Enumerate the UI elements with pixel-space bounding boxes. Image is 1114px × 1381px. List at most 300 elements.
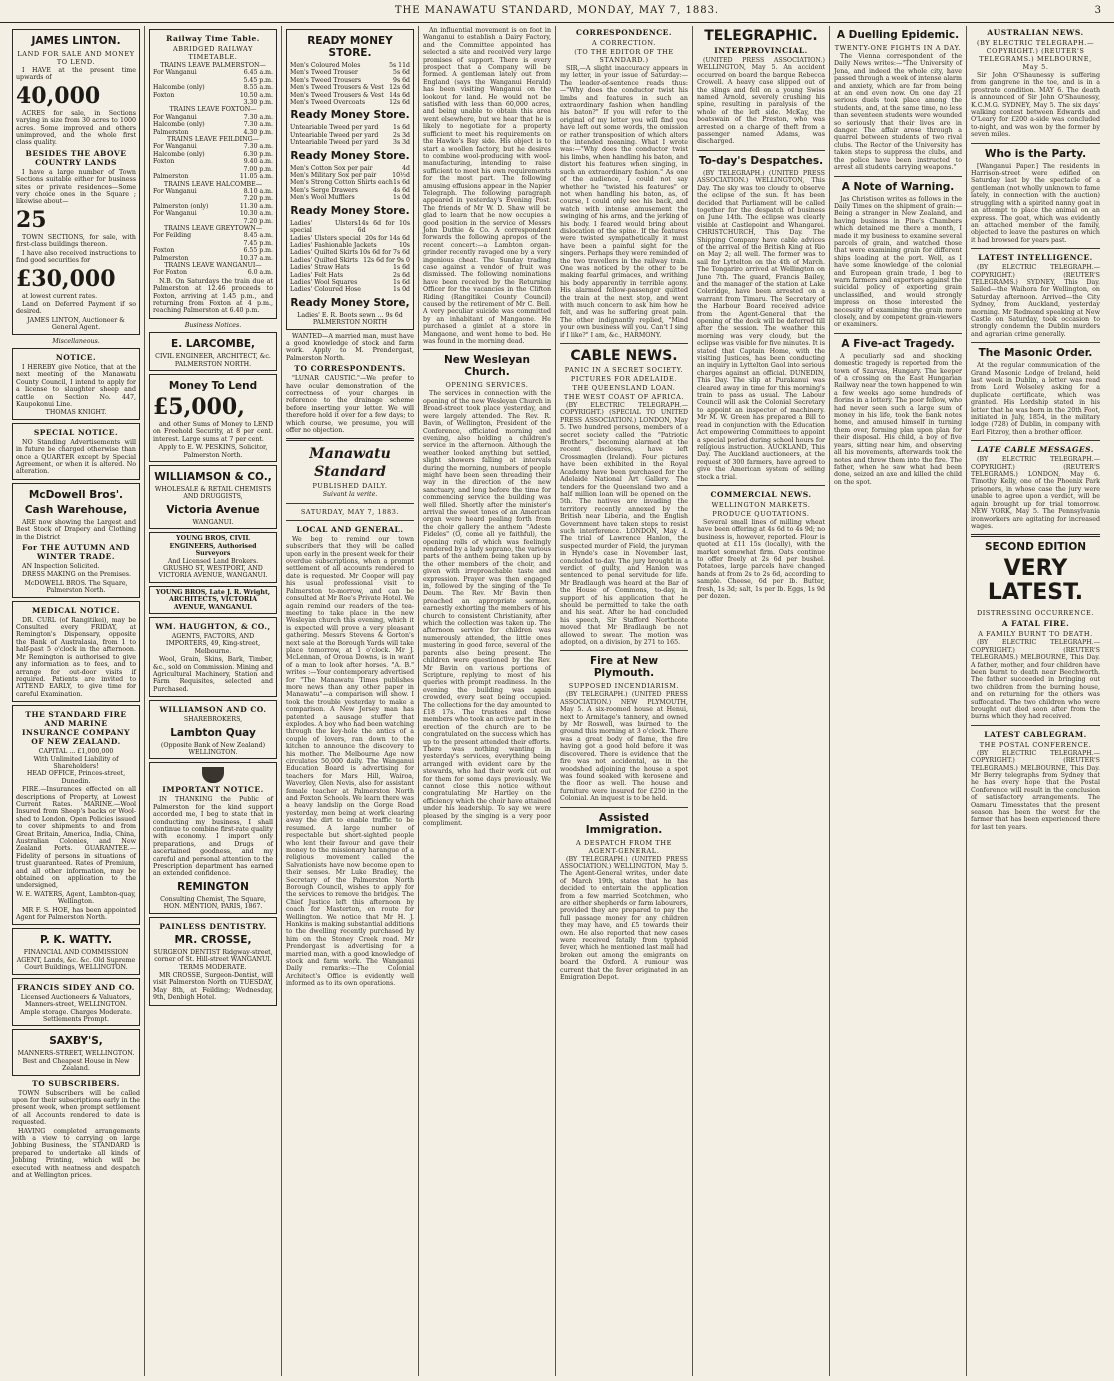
cable-sub-2: PICTURES FOR ADELAIDE. (570, 375, 678, 384)
row-value: 7.20 p.m. (243, 217, 273, 225)
ready4-prices (290, 220, 410, 294)
interprovincial-heading: INTERPROVINCIAL. (714, 46, 808, 55)
row-label: Men's Tweed Overcoats (290, 99, 366, 107)
row-value: 4.30 p.m. (243, 128, 273, 136)
rail4-heading: TRAINS LEAVE HALCOMBE— (163, 180, 263, 188)
correspondence-text: SIR,—A slight inaccuracy appears in my letter, in your issue of Saturday:—The leader-of-sentence reads thus:—"Why does the conductor twist his limbs and features in such an extraordinary fashion when handling his baton?" If you will refer to the original of my letter you will find you have left out some words, the omission or rather transposition of which alters the intended meaning. What I wrote was:—"Why does the conductor twist his limbs, when handling his baton, and distort his features when singing, in such an extraordinary fashion." As one of the audience, I could not say whether he "twisted his features" or not when handling his baton, as, of course, I could only see his back, and watch with intense amusement the swinging of his arms, and the jerking of his body. I feared would bring about dislocation of the spine. If the features were twisted sympathetically it must have been a painful sight for the singers. Perhaps they were reminded of the two travellers in the railway train. One was noticed by the other to be making fearful grimaces, and writhing his body apparently in terrible agony. His alarmed fellow-passenger quitted the train at the next stop, and went with much concern to ask him how he felt, and was he suffering great pain. The other indignantly replied, "Mind your own business will you. Can't I sing if I like?" I am, &c., HARMONY. (560, 65, 688, 339)
insurance-advert (12, 705, 140, 925)
remington-heading: REMINGTON (177, 880, 249, 893)
jobbing-text: HAVING completed arrangements with a view to carrying on large Jobbing Business, the STANDARD is prepared to undertake all kinds of Jobbing Printing, which will be executed with neatness and despatch and at Wellington prices. (12, 1127, 140, 1179)
williamson-sharebrokers (149, 700, 277, 759)
row-label: For Wanganui (153, 210, 197, 218)
linton-advert (12, 29, 140, 335)
row-value: 7.30 a.m. (243, 121, 273, 129)
insurance-heading: THE STANDARD FIRE AND MARINE INSURANCE COMPANY OF NEW ZEALAND. (22, 710, 130, 747)
notice-advert (12, 348, 140, 420)
crosse-terms: TERMS MODERATE. (179, 963, 247, 971)
williamson-heading: WILLIAMSON & CO., (154, 471, 272, 484)
table-row (290, 124, 410, 131)
town-number: 25 (16, 206, 47, 233)
ready3-heading: Ready Money Store. (290, 149, 410, 162)
fire-heading: Fire at New Plymouth. (589, 655, 659, 680)
row-value: 12s 6d (389, 84, 410, 92)
australian-sub: (BY ELECTRIC TELEGRAPH.—COPYRIGHT.) (REUTER'S TELEGRAMS.) MELBOURNE, May 5. (976, 39, 1095, 71)
column-6 (693, 26, 830, 1376)
cable-sub-3: THE QUEENSLAND LOAN. (572, 384, 676, 393)
watty-heading: P. K. WATTY. (39, 934, 113, 947)
row-value: 6.0 a.m. (247, 269, 273, 277)
issue-date: SATURDAY, MAY 7, 1883. (300, 507, 400, 516)
postal-heading: THE POSTAL CONFERENCE. (979, 740, 1092, 749)
column-7 (830, 26, 967, 1376)
australian-text: Sir John O'Shaunessy is suffering from gangrene in the toe, and is in a prostrate condition. MAY 6. The death is announced of Sir John O'Shaunessy, K.C.M.G. SYDNEY, May 5. The six days' walking contest between Edwards and O'Leary for £200 a-side was concluded to-night, and was won by the former by seven miles. (971, 72, 1100, 139)
hoe-text: MR F. S. HOE, has been appointed Agent for Palmerston North. (16, 906, 136, 922)
linton-sign: JAMES LINTON, Auctioneer & General Agent. (27, 316, 125, 332)
table-row (290, 132, 410, 139)
table-row (153, 166, 273, 173)
wanganui-line: WANGANUI. (192, 518, 234, 526)
ready2-heading: Ready Money Store. (290, 109, 410, 122)
important-text: IN THANKING the Public of Palmerston for the kind support accorded me, I beg to state that in conducting my business, I shall continue to combine first-rate quality with economy. I import only preparations, and Drugs of ascertained goodness, and my careful and personal attention to the Prescription department has earned an extended confidence. (153, 796, 273, 878)
table-row (290, 220, 410, 235)
assisted-text: (BY TELEGRAPH.) (UNITED PRESS ASSOCIATION.) WELLINGTON, May 5. The Agent-General writes, under date of March 19th, states that he has decided to entertain the application from a few married Scotchmen, who are either shepherds or farm labourers, provided they are prepared to pay the full passage money for any children they may have, and £5 towards their own. He also reported that new cases were received fatally from typhoid fever, which he mentioned last mail had broken out among the emigrants on board the Oxford. A rumour was current that the fever originated in an Emigration Depot. (560, 855, 688, 982)
row-value: 2s 3d (393, 131, 410, 139)
row-value: 20s for 14s 6d (365, 234, 410, 242)
row-label: Palmerston (only) (153, 202, 209, 210)
commercial-heading: COMMERCIAL NEWS. (710, 489, 812, 499)
row-value: 10½d (392, 172, 410, 180)
today-heading: To-day's Despatches. (698, 154, 824, 167)
money-number: £30,000 (16, 265, 116, 292)
family-text: (BY ELECTRIC TELEGRAPH.—COPYRIGHT.) (REUTER'S TELEGRAMS.) MELBOURNE, This Day. A father, mother, and four children have been burnt to death near Beechworth. The father succeeded in bringing out two children from the burning house, and on returning for the others was suffocated. The two children who were brought out died soon after from the burns which they had received. (971, 639, 1100, 721)
second-edition: SECOND EDITION (984, 541, 1087, 554)
row-value: 10s (398, 241, 410, 249)
linton-sub: LAND FOR SALE AND MONEY TO LEND. (17, 50, 135, 66)
sidey-tail: Ample storage. Charges Moderate. Settlements Prompt. (19, 1008, 133, 1023)
correction-sub: A CORRECTION. (592, 39, 656, 47)
row-value: 11.05 a.m. (239, 173, 273, 181)
deferred-text: Land on Deferred Payment if so desired. (16, 300, 136, 316)
table-row (153, 240, 273, 247)
masthead-title: THE MANAWATU STANDARD, MONDAY, MAY 7, 1883. (394, 5, 720, 16)
sidey-advert (12, 978, 140, 1027)
row-label: Ladies' Straw Hats (290, 264, 350, 272)
table-row (153, 173, 273, 180)
table-row (153, 188, 273, 195)
row-label: Foxton (153, 158, 175, 166)
table-row (290, 272, 410, 279)
row-value: 8.45 a.m. (243, 232, 273, 240)
acres-text: ACRES for sale, in Sections varying in size from 30 acres to 1000 acres. Some improved and others unimproved, and the whole first class quality. (16, 109, 136, 147)
table-row (153, 255, 273, 262)
table-row (153, 158, 273, 165)
table-row (290, 172, 410, 179)
row-value: 1s 0d (393, 194, 410, 202)
fire-text: (BY TELEGRAPH.) (UNITED PRESS ASSOCIATION.) NEW PLYMOUTH, May 5. A six-roomed house at Henui, next to Armitage's tannery, and owned by Mr Roswell, was burned to the ground this morning at 3 o'clock. There was a great body of flame, the fire having got a good hold before it was discovered. There is evidence that the fire was not accidental, as in the woodshed adjoining the house a spot was found soaked with kerosene and the floor as well. The house and furniture were insured for £250 in the Colonial. An inquest is to be held. (560, 691, 688, 803)
table-row (290, 77, 410, 84)
lambton-heading: Lambton Quay (170, 726, 256, 739)
row-value: 10s 6d for 7s 6d (359, 249, 410, 257)
col4-intro: An influential movement is on foot in Wanganui to establish a Dairy Factory, and the Committee appointed has selected a site and received very large promises of support. There is every prospect that a Company will be formed. A gentleman lately out from England (says the Wanganui Herald) has been visiting Wanganui on the lookout for land. He would not be satisfied with less than 60,000 acres, and being unable to obtain this area went elsewhere, but we hear that he is likely to negotiate for a property sufficient to meet his requirements on the Hawke's Bay side. His object is to start a woollen factory, but he desires to combine wool-producing with wool-manufacturing, intending to raise sufficient to meet his own requirements for the most part. The following amusing effusions appear in the Napier Telegraph. The following paragraph appeared in yesterday's Evening Post. The friends of Mr W. D. Shaw will be glad to learn that he now occupies a good position in the service of Messrs John Duthie & Co. A correspondent forwards the following apropos of the recent concert:—a Lambton organ-grinder recently ravaged one by a very ingenious cheat. The Sunday trading case against a vendor of fruit was dismissed. The following nominations have been received by the Returning Officer for the vacancies in the Clifton Riding (Rangitikei County Council) caused by the retirement of Mr C. Bell. A very peculiar suicide was committed by an inhabitant of Mangaone. He purchased a gimlet at a store in Mangaone, and went home to bed. He was found in the morning dead. (423, 27, 551, 346)
rail1-table (153, 69, 273, 106)
ready-money-store (286, 29, 414, 330)
young2-heading: YOUNG BROS, Late J. R. Wright, ARCHITECTS, VICTORIA AVENUE, WANGANUI. (155, 588, 271, 611)
table-row (153, 121, 273, 128)
column-5 (556, 26, 693, 1376)
larcombe-sub: CIVIL ENGINEER, ARCHITECT, &c. PALMERSTON NORTH. (155, 353, 271, 368)
rail-note: N.B. On Saturdays the train due at Palmerston at 12.46 proceeds to Foxton, arriving at 1.45 p.m., and returning from Foxton at 4 p.m., reaching Palmerston at 6.40 p.m. (153, 277, 273, 315)
row-label: Men's Cotton Sox per pair (290, 164, 373, 172)
late-cable-text: (BY ELECTRIC TELEGRAPH.—COPYRIGHT.) (REUTER'S TELEGRAMS.) LONDON, May 6. Timothy Kelly, one of the Phoenix Park prisoners, in whose case the jury were unable to agree upon a verdict, will be again brought up for trial tomorrow. NEW YORK, May 5. The Pennsylvania ironworkers are agitating for increased wages. (971, 456, 1100, 530)
capital-line: CAPITAL ... £1,000,000 (38, 748, 114, 756)
latest-heading: LATEST INTELLIGENCE. (978, 253, 1093, 263)
row-label: Men's Tweed Trousers (290, 76, 362, 84)
very-latest: VERY LATEST. (987, 556, 1084, 606)
rail2-heading: TRAINS LEAVE FOXTON— (169, 106, 257, 114)
assisted-heading: Assisted Immigration. (585, 811, 663, 836)
mcdowell-advert (12, 483, 140, 598)
row-value: 3s 3d (393, 139, 410, 147)
assisted-sub: A DESPATCH FROM THE AGENT-GENERAL. (576, 838, 672, 855)
haughton-sub: AGENTS, FACTORS, AND IMPORTERS, 49, King-street, Melbourne. (165, 632, 261, 655)
row-value: 1s 0d (393, 286, 410, 294)
table-row (153, 247, 273, 254)
table-row (290, 84, 410, 91)
subscribers-text: TOWN Subscribers will be called upon for their subscriptions early in the present week, when prompt settlement of all Accounts rendered to date is requested. (12, 1089, 140, 1127)
late-cable-heading: LATE CABLE MESSAGES. (977, 445, 1094, 455)
row-label: Unteariable Tweed per yard (290, 124, 379, 132)
money-tail: at lowest current rates. (22, 292, 98, 300)
row-value: 1s 6d (393, 124, 410, 132)
table-row (290, 194, 410, 201)
sidey-heading: FRANCIS SIDEY AND CO. (17, 982, 135, 992)
besides-text: I have a large number of Town Sections suitable either for business sites or private residences—Some very choice ones in the Square ; likewise about— (16, 168, 136, 206)
newspaper-page (8, 26, 1106, 1376)
rail1-heading: TRAINS LEAVE PALMERSTON— (160, 62, 266, 69)
williamson2-heading: WILLIAMSON AND CO. (159, 705, 267, 715)
table-row (290, 62, 410, 69)
row-label: Halcombe (only) (153, 84, 205, 92)
postal-text: (BY ELECTRIC TELEGRAPH.—COPYRIGHT.) (REUTER'S TELEGRAMS.) MELBOURNE, This Day. Mr Berry telegraphs from Sydney that he has every hope that the Postal Conference will result in the conclusion of satisfactory arrangements. The Oamaru Timesstates that the present season has been the worst for the farmer that has been experienced there for last ten years. (971, 749, 1100, 831)
standard-logo: Manawatu Standard (309, 446, 391, 481)
table-row (290, 264, 410, 271)
young-bros-advert-2 (149, 586, 277, 614)
sidey-sub: Licensed Auctioneers & Valuators, Manners-street, WELLINGTON. (20, 993, 132, 1009)
table-row (290, 69, 410, 76)
row-value: 5.45 p.m. (243, 76, 273, 84)
special-text: NO Standing Advertisements will in future be charged otherwise than once a QUARTER except by Special Agreement, or when it is altered. No alteration. (16, 438, 136, 476)
row-value: 1s 6d (393, 179, 410, 187)
ready5-sub: Ladies' E. R. Boots sewn ... 9s 6d PALMERSTON NORTH (297, 311, 403, 327)
subscribers-heading: TO SUBSCRIBERS. (32, 1078, 120, 1088)
commercial-sub: WELLINGTON MARKETS. (711, 500, 811, 509)
row-label: For Wanganui (153, 69, 197, 77)
table-row (153, 69, 273, 76)
published-line: PUBLISHED DAILY. (312, 482, 388, 491)
special-heading: SPECIAL NOTICE. (33, 427, 119, 437)
column-8 (967, 26, 1104, 1376)
row-value: 7.30 a.m. (243, 143, 273, 151)
row-label: For Feilding (153, 232, 192, 240)
australian-heading: AUSTRALIAN NEWS. (987, 28, 1084, 37)
table-row (153, 92, 273, 99)
masonic-heading: The Masonic Order. (978, 347, 1093, 360)
remington-sub: Consulting Chemist, The Square, (160, 895, 266, 903)
row-label: Ladies' Fashionable Jackets (290, 241, 377, 249)
table-row (290, 187, 410, 194)
row-value: 9s 6d (393, 76, 410, 84)
table-row (153, 203, 273, 210)
larcombe-heading: E. LARCOMBE, (171, 338, 255, 351)
rail6-table (153, 269, 273, 276)
duel-text: The Vienna correspondent of the Daily News writes:—"The University of Jena, and indeed the whole city, have passed through a week of intense alarm and anxiety, which are far from being at an end even now. On one day 21 serious duels took place among the students, and, at the same time, no less than seventeen students were wounded so seriously that their lives are in danger. The affair arose through a quarrel between students of two rival clubs. The Rector of the University has taken steps to suppress the clubs, and the police have been instructed to arrest all students carrying weapons." (834, 53, 962, 172)
misc-heading: Miscellaneous. (52, 337, 100, 345)
table-row (153, 195, 273, 202)
table-row (153, 269, 273, 276)
table-row (290, 165, 410, 172)
column-1 (8, 26, 145, 1376)
table-row (290, 179, 410, 186)
row-label: For Wanganui (153, 143, 197, 151)
notice-heading: NOTICE. (55, 352, 97, 362)
wanted-text: WANTED—A married man, must have a good knowledge of stock and farm work. Apply to M. Prendergast, Palmerston North. (286, 332, 414, 362)
remington-tail: HON. MENTION, PARIS, 1867. (163, 903, 263, 911)
cash-text: ARE now showing the Largest and Best Stock of Drapery and Clothing in the District (16, 518, 136, 541)
rail2-table (153, 114, 273, 136)
lend-advert (149, 374, 277, 462)
wesleyan-heading: New Wesleyan Church. (444, 354, 530, 379)
acres-number: 40,000 (16, 82, 101, 109)
money-text: I have also received instructions to find good securities for (16, 249, 136, 265)
commercial-text: Several small lines of milling wheat have been offering at 4s 6d to 4s 9d; no business is, however, reported. Flour is quoted at £11 15s (locally), with the market somewhat firm. Oats continue to offer freely at 2s 6d per bushel. Potatoes, large parcels have changed hands at from 2s to 2s 6d, according to sample. Cheese, 6d per lb. Butter, fresh, 1s 3d; salt, 1s per lb. Eggs, 1s 9d per dozen. (697, 518, 825, 600)
table-row (153, 151, 273, 158)
row-label: Ladies' Quilted Skirts (290, 249, 358, 257)
haughton-advert (149, 617, 277, 697)
ready3-prices (290, 165, 410, 202)
table-row (290, 235, 410, 242)
row-value: 9.40 a.m. (243, 158, 273, 166)
saxby-heading: SAXBY'S, (49, 1035, 103, 1048)
cable-sub-4: THE WEST COAST OF AFRICA. (563, 393, 685, 402)
row-label: Men's Strong Cotton Shirts each (290, 179, 393, 187)
table-row (290, 249, 410, 256)
row-value: 3.30 p.m. (243, 99, 273, 107)
table-row (153, 129, 273, 136)
table-row (290, 92, 410, 99)
mortar-pestle-icon (202, 767, 224, 783)
warning-text: Jas Christison writes as follows in the Daily Times on the shipment of grain:—Being a stranger in New Zealand, and having business in Pine's Chambers which detained me there a month, I made it my business to examine several parcels of grain, and watched those that were examining grain for different ships loading at the port. Well, as I have some knowledge of the colonial and European grain trade, I beg to warn farmers and exporters against the suicidal policy of exporting grain unclassified, and would strongly impress on those interested the necessity of examining the grain more closely, and by competent grain-viewers or examiners. (834, 195, 962, 329)
party-heading: Who is the Party. (984, 147, 1087, 160)
row-label: Ladies' Ulsters special (290, 219, 358, 235)
inspection-text: AN Inspection Solicited. (22, 563, 100, 571)
row-value: 10.30 a.m. (239, 210, 273, 218)
rail5-table (153, 232, 273, 262)
linton-name: JAMES LINTON. (31, 35, 121, 47)
row-value: 7.00 p.m. (243, 165, 273, 173)
row-value: 5s 6d (393, 69, 410, 77)
painless-heading: PAINLESS DENTISTRY. (159, 921, 267, 931)
row-value: 6.55 p.m. (243, 247, 273, 255)
haughton-heading: WM. HAUGHTON, & CO., (155, 621, 271, 631)
important-notice (149, 762, 277, 913)
column-2 (145, 26, 282, 1376)
row-label: Men's Military Sox per pair (290, 172, 377, 180)
lend-text: and other Sums of Money to LEND on Freehold Security, at 8 per cent. interest. Large sums at 7 per cent. (153, 421, 273, 443)
fiveact-text: A peculiarly sad and shocking domestic tragedy is reported from the town of Szarvas, Hungary. The keeper of a crossing on the East Hungarian Railway near the town happened to win a few weeks ago some hundreds of florins in a lottery. The poor fellow, who had never seen such a large sum of money in his life, took the bank notes home, and amused himself in turning them over, forming plan upon plan for their disposal. His child, a boy of five years, sitting near him, and observing all his movements, afterwards took the notes and threw them into the fire. The father, when he saw what had been done, seized an axe and killed the child on the spot. (834, 352, 962, 486)
row-value: 14s 6d for 10s 6d (357, 219, 410, 235)
saxby-tail: Best and Cheapest House in New Zealand. (22, 1057, 130, 1073)
dress-text: DRESS MAKING on the Premises. (22, 571, 131, 579)
row-value: 8.10 a.m. (243, 187, 273, 195)
row-label: For Foxton (153, 269, 187, 277)
autumn-heading: For THE AUTUMN AND WINTER TRADE. (22, 543, 130, 562)
table-row (153, 114, 273, 121)
row-value: 7.45 p.m. (243, 239, 273, 247)
crosse-text: MR CROSSE, Surgeon-Dentist, will visit Palmerston North on TUESDAY, May 8th, at Feilding; Wednesday, 9th, Denbigh Hotel. (153, 971, 273, 1002)
row-label: Ladies' Ulsters special (290, 234, 361, 242)
today-text: (BY TELEGRAPH.) (UNITED PRESS ASSOCIATION.) WELLINGTON, This Day. The sky was too cloudy to observe the eclipse of the sun. It has been decided that Parliament will be called together for the despatch of business on June 14th. The eclipse was clearly visible at Castlepoint and Whangarei. CHRISTCHURCH, This Day. The Shipping Company have cable advices of the arrival of the British King at Rio on May 2; all well. The former was to sail for Lyttelton on the 4th of March. The Tongariro arrived at Wellington on June 7th. The guard, Francis Bailey, and the manager of the station at Lake Coleridge, have been arrested on a warrant from Timaru. The Secretary of the Harbour Board received advice from the Agent-General that the opening of the dock will be deferred till after the session. The weather this morning was very cloudy, but the eclipse was visible for five minutes. It is stated that Captain Home, with the visiting Justices, has been conducting an inquiry in Lyttelton Gaol into serious charges against an official. DUNEDIN, This Day. The slip at Purakanui was cleared away in time for this morning's train to pass as usual. The Labour Council will ask the Colonial Secretary to appoint an inspector of machinery. Mr M. W. Green has prepared a Bill to read in conjunction with the Education Act empowering Committees to appoint a special period during school hours for religious instruction. AUCKLAND, This Day. The Auckland auctioneers, at the request of 300 farmers, have agreed to give the American system of selling stock a trial. (697, 169, 825, 481)
correction-to: (TO THE EDITOR OF THE STANDARD.) (574, 48, 674, 64)
row-value: 4s 6d (393, 186, 410, 194)
row-label: Foxton (153, 91, 175, 99)
cable-sub-1: PANIC IN A SECRET SOCIETY. (564, 366, 684, 375)
row-label: Palmerston (153, 128, 189, 136)
local-text: We beg to remind our town subscribers that they will be called upon early in the present week for their overdue subscriptions, when a prompt settlement of all accounts rendered to date is requested. Mr Cooper will pay his usual professional visit to Palmerston to-morrow, and can be consulted at Mr Roe's Private Hotel. We again remind our readers of the tea-meeting to take place in the new Wesleyan church this evening, which it is expected will prove a very pleasant gathering. Messrs Stevens & Gorton's next sale at the Borough Yards will take place tomorrow, at 1 o'clock. Mr J. McLennan, of Oroua Downs, is in want of a man to look after horses. "A. B." writes :—Your contemporary advertised for "The Manawatu Times publishes more news than any other paper in Manawatu"—a comparison will show. I took the trouble yesterday to make a comparison. A New Jersey man has patented a sausage stuffer that explodes. A boy who had been watching through the key-hole the antics of a couple of lovers, ran down to the kitchen to announce the discovery to his mother. The Melbourne Age now circulates 50,000 daily. The Wanganui Education Board is advertising for teachers for Mars Hill, Wairoa, Waverley, Glen Nevis, also for assistant female teacher at Palmerston North and Foxton Schools. We learn there was a heavy landslip on the Gorge Road yesterday, men being at work clearing away the dirt to enable traffic to be resumed. A large number of respectable but short-sighted people who lent their favour and gave their money to the missionary harangue of a religious movement called the Salvationists have now become open to their senses. Mr Luke Bradley, the Secretary of the Palmerston North Borough Council, wishes to apply for the services to remove the bridges. The Chief Justice left this afternoon by coach for Masterton, en route for Wellington. We notice that Mr H. J. Hankins is making substantial additions to the dwelling recently purchased by him on the Stoney Creek road. Mr Prendergast is advertising for a married man, with a good knowledge of stock and farm work. The Wanganui Daily remarks:—The Colonial Architect's Office is evidently well informed as to its own operations. (286, 535, 415, 988)
railway-heading: Railway Time Table. (166, 34, 260, 43)
fire-insurance-text: FIRE.—Insurances effected on all descriptions of Property, at Lowest Current Rates. MARINE.—Wool Insured from Sheep's backs or Wool-shed to London. Open Policies issued to cover shipments to and from Great Britain, America, India, China, Australian Colonies, and New Zealand Ports. GUARANTEE.—Fidelity of persons in situations of trust guaranteed. Rates of Premium, and all other information, may be obtained on application to the undersigned, (16, 786, 136, 890)
row-value: 14s 6d (389, 91, 410, 99)
column-4 (419, 26, 556, 1376)
row-value: 4d (402, 164, 410, 172)
correspondents-heading: TO CORRESPONDENTS. (294, 364, 406, 374)
row-label: Men's Wool Mufflers (290, 194, 355, 202)
cash-heading: Cash Warehouse, (24, 503, 128, 516)
row-value: 12s 6d (389, 99, 410, 107)
table-row (290, 286, 410, 293)
fire-sub: SUPPOSED INCENDIARISM. (568, 682, 680, 691)
table-row (290, 139, 410, 146)
masonic-text: At the regular communication of the Grand Masonic Lodge of Ireland, held last week in Dublin, a letter was read from Lord Wolseley asking for a duplicate certificate, which was granted. His Lordship stated in his letter that he was born in the 20th Foot, initiated in July, 1854, in the military lodge (728) of Dublin, in company with Earl Fitzroy, then a brother officer. (971, 362, 1100, 436)
row-label: Men's Tweed Trouser (290, 69, 358, 77)
victoria-heading: Victoria Avenue (166, 503, 260, 516)
row-value: 1s 6d (393, 278, 410, 286)
row-value: 12s 6d for 9s 0 (363, 256, 410, 264)
table-row (290, 257, 410, 264)
crosse-heading: MR. CROSSE, (174, 933, 252, 946)
row-value: 7.30 a.m. (243, 113, 273, 121)
latest-text: (BY ELECTRIC TELEGRAPH.—COPYRIGHT.) (REUTER'S TELEGRAMS.) SYDNEY, This Day. Sailed—the Waihora for Wellington, on Saturday afternoon. Arrived—the City Sydney, from Auckland, yesterday morning. Mr Redmond speaking at New Castle on Saturday, took occasion to strongly condemn the Dublin murders and agrarian crime generally. (971, 264, 1100, 338)
table-row (153, 143, 273, 150)
medical-text: DR. CURL (of Rangitikei), may be Consulted every FRIDAY, at Remington's Dispensary, opposite the Bank of Australasia, from 1 to half-past 5 o'clock in the afternoon. Mr Remington is authorised to give any information as to fees, and to arrange for out-door visits if required. Patients are invited to ATTEND EARLY, to give time for careful Examination. (16, 616, 136, 698)
column-3 (282, 26, 419, 1376)
important-heading: IMPORTANT NOTICE. (162, 785, 264, 795)
ready4-heading: Ready Money Store. (290, 204, 410, 217)
wesleyan-sub: OPENING SERVICES. (445, 381, 529, 390)
town-text: TOWN SECTIONS, for sale, with first-class buildings thereon. (16, 233, 136, 249)
business-heading: Business Notices. (184, 321, 242, 329)
row-value: 2s 6d (393, 271, 410, 279)
warning-heading: A Note of Warning. (841, 180, 955, 193)
ready5-heading: Ready Money Store, (290, 296, 410, 309)
ready1-prices (290, 62, 410, 106)
office-line: HEAD OFFICE, Princes-street, Dunedin. (26, 770, 126, 785)
motto: Suivant la verite. (322, 491, 378, 499)
special-notice (12, 423, 140, 480)
row-value: 6.30 p.m. (243, 150, 273, 158)
rail3-table (153, 143, 273, 180)
row-label: Unteariable Tweed per yard (290, 139, 379, 147)
medical-heading: MEDICAL NOTICE. (32, 605, 120, 615)
lambton-sub: (Opposite Bank of New Zealand) WELLINGTON. (160, 741, 266, 756)
saxby-sub: MANNERS-STREET, WELLINGTON. (17, 1050, 135, 1058)
young1-sub: And Licensed Land Brokers. GRUSHO ST, WESTPORT, AND VICTORIA AVENUE, WANGANUI. (158, 557, 268, 580)
table-row (153, 84, 273, 91)
waters-sign: W. E. WATERS, Agent, Lambton-quay, Wellington. (16, 890, 136, 906)
lend-number: £5,000, (153, 394, 245, 421)
row-label: Unteariable Tweed per yard (290, 131, 379, 139)
row-label: Foxton (153, 247, 175, 255)
haughton-text: Wool, Grain, Skins, Bark, Timber, &c., sold on Commission. Mining and Agricultural Machinery, Station and Farm Requisites, selected and Purchased. (153, 656, 273, 693)
row-label: Ladies' Quilted Skirts (290, 256, 358, 264)
lend-heading: Money To Lend (168, 380, 258, 393)
row-label: Halcombe (only) (153, 121, 205, 129)
fiveact-heading: A Five-act Tragedy. (841, 337, 955, 350)
masthead (0, 0, 1114, 23)
row-label: Halcombe (only) (153, 150, 205, 158)
cablegram-heading: LATEST CABLEGRAM. (984, 729, 1087, 739)
watty-sub: FINANCIAL AND COMMISSION AGENT, Lands, &c. &c. Old Supreme Court Buildings, WELLINGTON. (16, 949, 136, 972)
rail6-heading: TRAINS LEAVE WANGANUI— (164, 261, 262, 269)
row-value: 6.45 a.m. (243, 69, 273, 77)
row-value: 11.30 a.m. (239, 202, 273, 210)
table-row (153, 218, 273, 225)
row-label: Men's Tweed Trousers & Vest (290, 91, 384, 99)
row-label: For Wanganui (153, 113, 197, 121)
mcdowell-sign: McDOWELL BROS. The Square, Palmerston North. (24, 579, 128, 595)
railway-timetable (149, 29, 277, 319)
telegraphic-heading: TELEGRAPHIC. (704, 28, 818, 44)
railway-subheading: ABRIDGED RAILWAY TIMETABLE. (173, 45, 253, 61)
besides-heading: BESIDES THE ABOVE COUNTRY LANDS (25, 148, 127, 167)
mcdowell-heading: McDowell Bros'. (28, 488, 124, 501)
linton-text: I HAVE at the present time upwards of (16, 67, 136, 82)
duel-sub: TWENTY-ONE FIGHTS IN A DAY. (834, 44, 962, 52)
table-row (290, 99, 410, 106)
young-bros-advert-1 (149, 532, 277, 582)
correspondence-heading: CORRESPONDENCE. (575, 28, 672, 37)
watty-advert (12, 928, 140, 974)
row-value: 8.55 a.m. (243, 84, 273, 92)
liability-line: With Unlimited Liability of Shareholders! (33, 755, 119, 770)
table-row (153, 232, 273, 239)
table-row (153, 77, 273, 84)
young1-heading: YOUNG BROS, CIVIL ENGINEERS, Authorised Surveyors (169, 535, 257, 558)
row-label: Ladies' Felt Hats (290, 271, 344, 279)
row-value: 10.37 a.m. (239, 254, 273, 262)
williamson-sub: WHOLESALE & RETAIL CHEMISTS AND DRUGGISTS, (154, 486, 272, 501)
correspondents-text: "LUNAR CAUSTIC."—We prefer to have ocular demonstration of the correctness of your charges in reference to the drainage scheme before inserting your letter. We will therefore hold it over for a few days; to which course, we presume, you will offer no objection. (286, 375, 414, 435)
notice-sign: THOMAS KNIGHT. (45, 409, 107, 417)
cable-text: (BY ELECTRIC TELEGRAPH.—COPYRIGHT.) (SPECIAL TO UNITED PRESS ASSOCIATION.) LONDON, May 5. Two hundred persons, members of a secret society called the "Patriotic Brothers," becoming alarmed at the recent disclosures, have left Crossmaglen (Ireland). Four pictures have been exhibited in the Royal Academy have been purchased for the Adelaide National Art Gallery. The tenders for the Queensland two and a half million loan will be opened on the 5th. The natives are invading the territory recently annexed by the British near Liberia, and the English Government have taken steps to resist such interference. LONDON, May 4. The trial of Lawrence Hanlon, the suspected murder of Field, the juryman in Hynde's case in November last, concluded to-day. The jury brought in a verdict of guilty, and Hanlon was sentenced to penal servitude for life. Mr Bradlaugh was heard at the Bar of the House of Commons, to-day, in support of his application that he should be permitted to take the oath and his seat. After he had concluded his speech, Sir Stafford Northcote moved that Mr Bradlaugh be not allowed to swear. The motion was adopted, on a division, by 271 to 165. (560, 402, 688, 647)
row-label: Palmerston (153, 173, 189, 181)
distress-heading: DISTRESSING OCCURRENCE. (976, 609, 1095, 618)
row-label: Palmerston (153, 254, 189, 262)
table-row (153, 210, 273, 217)
telegraphic-text: (UNITED PRESS ASSOCIATION.) WELLINGTON, May 5. An accident occurred on board the barque Rebecca Crowell. A heavy case slipped out of the slings and fell on a young Swiss named Arnold, severely crushing his spine, resulting in paralysis of the whole of the left side. McKay, the boatswain of the Preston, who was arrested on a charge of theft from a passenger named Adams, was discharged. (697, 57, 825, 146)
row-label: Men's Tweed Trousers & Vest (290, 84, 384, 92)
page-number: 3 (1094, 5, 1102, 16)
row-value: 7.20 p.m. (243, 195, 273, 203)
